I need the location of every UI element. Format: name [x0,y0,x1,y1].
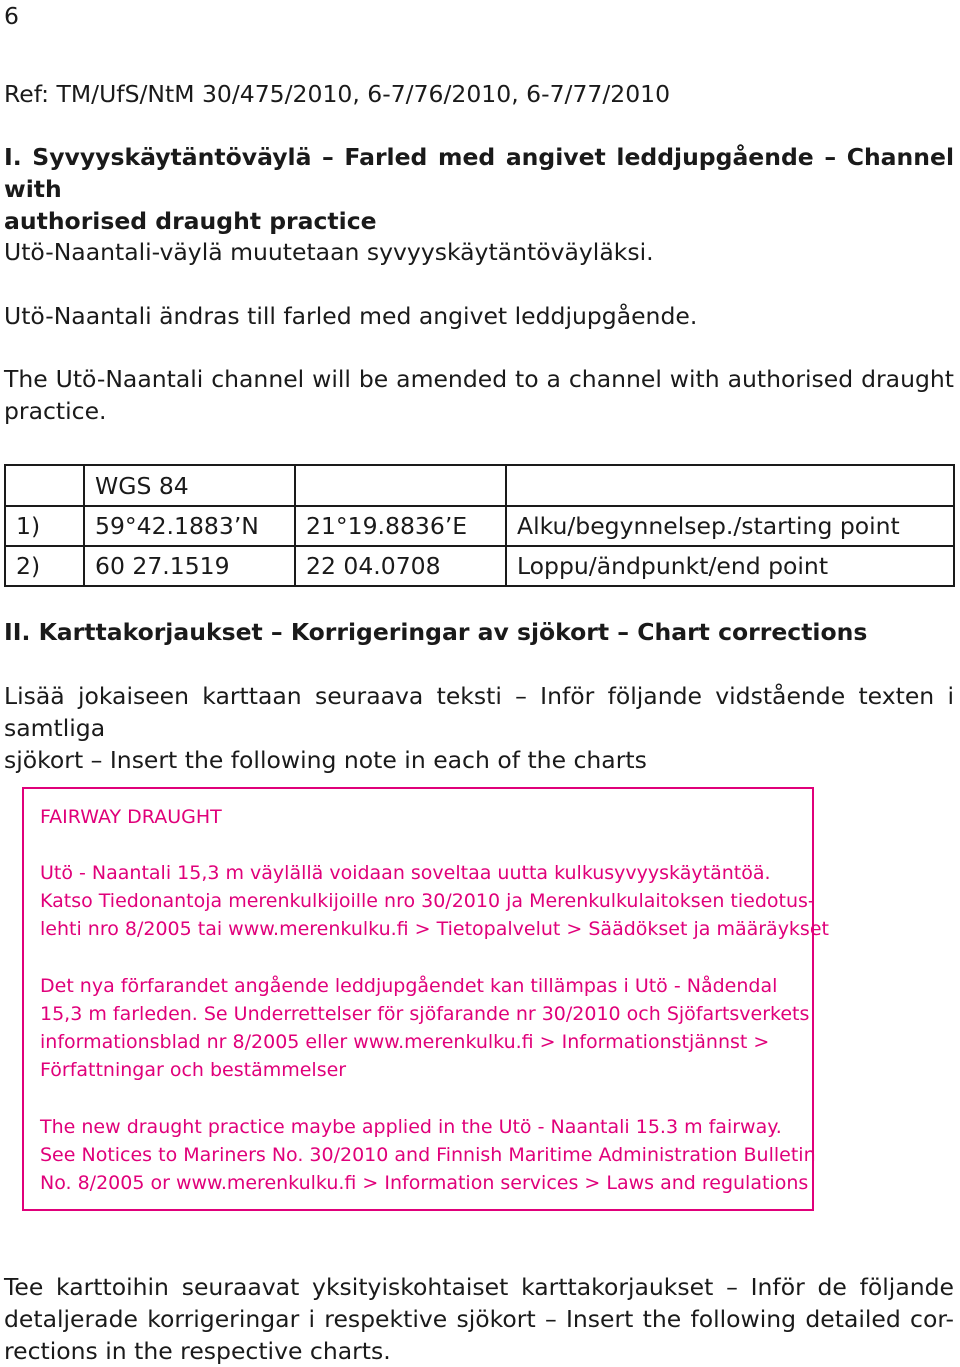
header-cell [295,465,506,506]
section1-heading-line1: I. Syvyyskäytäntöväylä – Farled med angivet leddjupgående – Channel with [4,143,954,203]
table-row [5,506,954,546]
note-sv-line: 15,3 m farleden. Se Underrettelser för sjöfarande nr 30/2010 och Sjöfartsverkets [40,1003,810,1025]
latitude: 60 27.1519 [84,546,295,586]
section2-heading: II. Karttakorjaukset – Korrigeringar av sjökort – Chart corrections [4,618,868,646]
section1-text-en [4,363,954,427]
section1-text-en-line1: The Utö-Naantali channel will be amended to a channel with authorised draught [4,365,954,393]
note-sv-line: Författningar och bestämmelser [40,1059,347,1081]
closing-line1: Tee karttoihin seuraavat yksityiskohtaiset karttakorjaukset – Inför de följande [4,1273,954,1301]
section2-intro-line2: sjökort – Insert the following note in each of the charts [4,746,647,774]
section1-text-fi: Utö-Naantali-väylä muutetaan syvyyskäytäntöväyläksi. [4,238,654,266]
section2-intro [4,680,954,776]
note-fi-line: lehti nro 8/2005 tai www.merenkulku.fi > Tietopalvelut > Säädökset ja määräykset [40,918,829,940]
closing-paragraph [4,1271,954,1367]
row-number: 2) [5,546,84,586]
note-fi-line: Katso Tiedonantoja merenkulkijoille nro 30/2010 ja Merenkulkulaitoksen tiedotus- [40,890,815,912]
coordinates-header-row [5,465,954,506]
chart-note-box [22,787,829,1211]
note-fi-line: Utö - Naantali 15,3 m väylällä voidaan soveltaa uutta kulkusyvyyskäytäntöä. [40,862,771,884]
header-cell [5,465,84,506]
section2-intro-line1: Lisää jokaiseen karttaan seuraava teksti – Inför följande vidstående texten i samtliga [4,682,954,742]
section1-text-en-line2: practice. [4,397,107,425]
note-sv-line: informationsblad nr 8/2005 eller www.merenkulku.fi > Informationstjännst > [40,1031,770,1053]
point-description: Alku/begynnelsep./starting point [506,506,954,546]
longitude: 22 04.0708 [295,546,506,586]
reference-line: Ref: TM/UfS/NtM 30/475/2010, 6-7/76/2010, 6-7/77/2010 [4,80,671,108]
header-cell [506,465,954,506]
note-en-line: The new draught practice maybe applied in the Utö - Naantali 15.3 m fairway. [40,1116,782,1138]
point-description: Loppu/ändpunkt/end point [506,546,954,586]
closing-line3: rections in the respective charts. [4,1337,391,1365]
row-number: 1) [5,506,84,546]
section1-heading [4,141,954,237]
note-sv-line: Det nya förfarandet angående leddjupgåendet kan tillämpas i Utö - Nådendal [40,975,778,997]
header-cell: WGS 84 [84,465,295,506]
longitude: 21°19.8836’E [295,506,506,546]
note-en-line: No. 8/2005 or www.merenkulku.fi > Information services > Laws and regulations [40,1172,809,1194]
section1-heading-line2: authorised draught practice [4,207,377,235]
latitude: 59°42.1883’N [84,506,295,546]
closing-line2: detaljerade korrigeringar i respektive sjökort – Insert the following detailed cor- [4,1305,954,1333]
page-number: 6 [4,2,19,30]
table-row [5,546,954,586]
note-title: FAIRWAY DRAUGHT [40,806,222,828]
coordinates-table [4,464,955,587]
section1-text-sv: Utö-Naantali ändras till farled med angivet leddjupgående. [4,302,698,330]
note-en-line: See Notices to Mariners No. 30/2010 and Finnish Maritime Administration Bulletin [40,1144,816,1166]
